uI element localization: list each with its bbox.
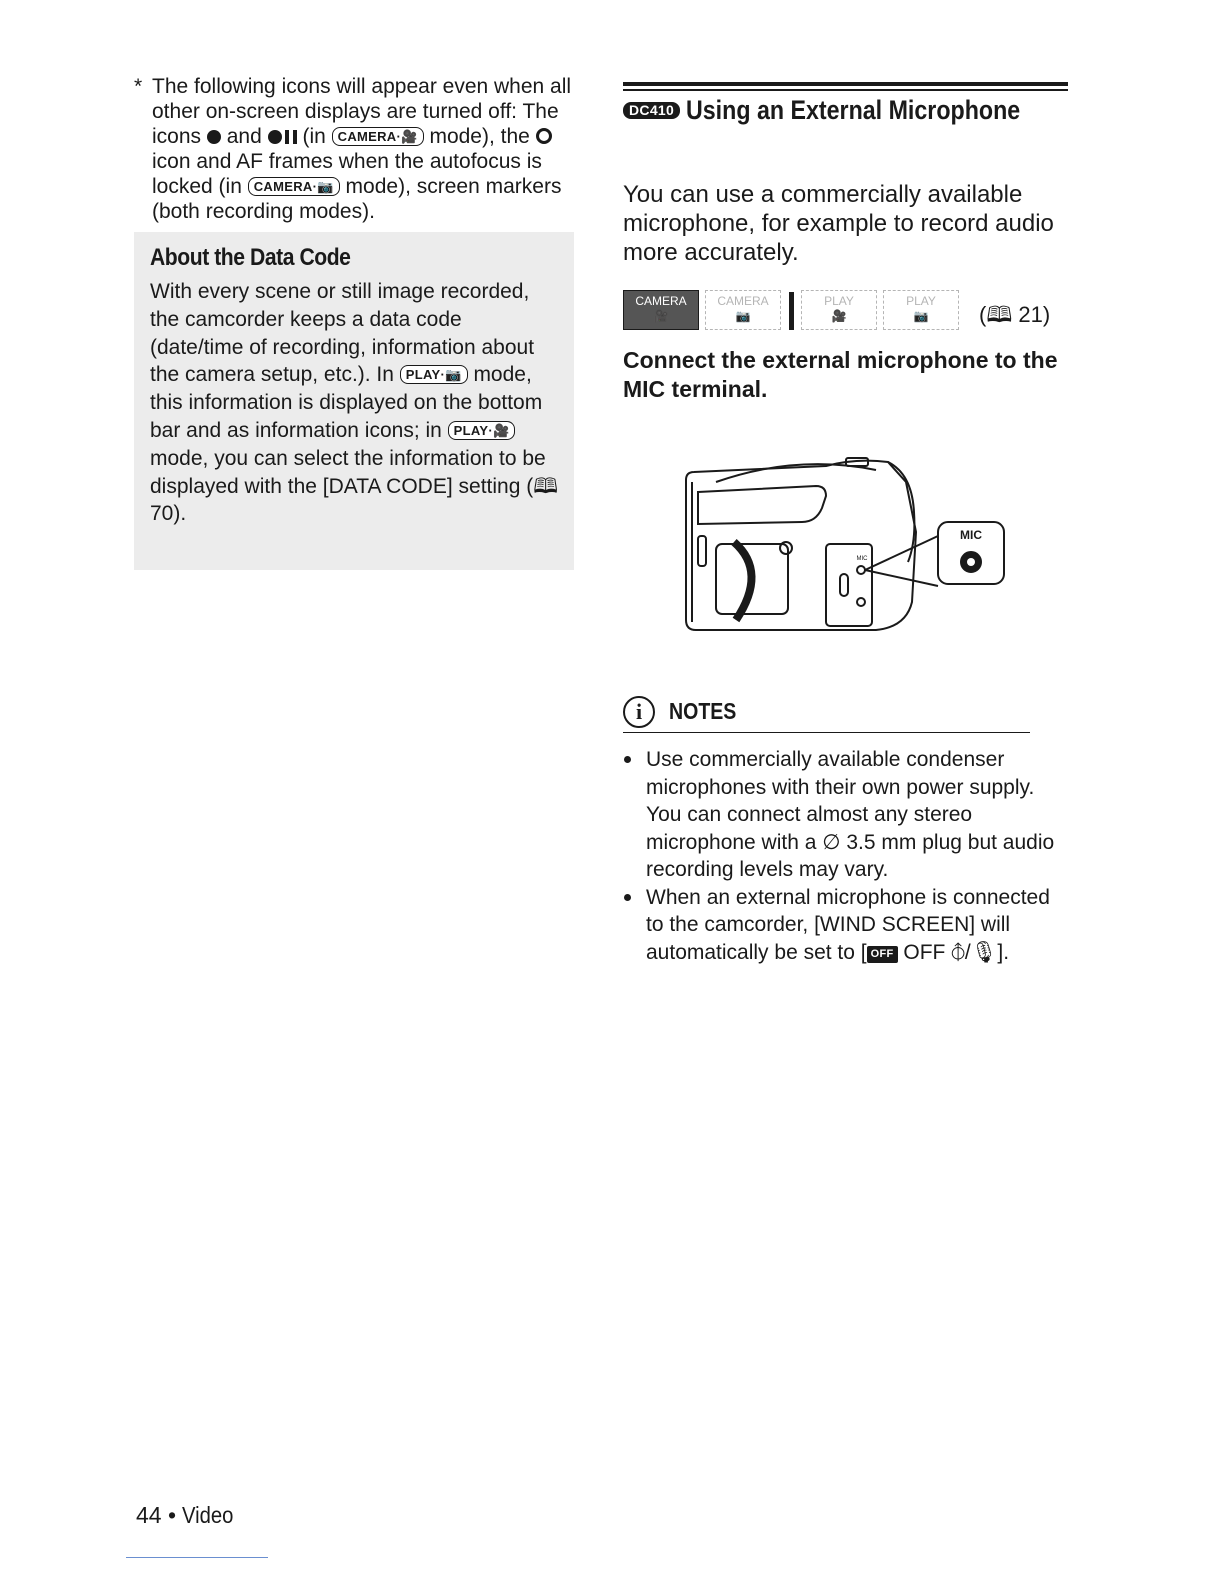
focus-lock-icon (536, 128, 552, 144)
footnote-af-text: icon and AF frames when the autofocus is locked (in (152, 150, 542, 198)
operating-modes-row (623, 290, 1063, 332)
data-code-heading: About the Data Code (150, 244, 351, 271)
play-photo-mode-badge: PLAY·📷 (400, 365, 468, 384)
footnote-in: (in (302, 125, 326, 148)
note-item (623, 746, 1068, 884)
off-icon: OFF (867, 946, 898, 963)
side-strap (734, 542, 752, 620)
section-heading (623, 95, 1075, 126)
data-code-text-1: With every scene or still image recorded, the camcorder keeps a data code (date/time of recording, information about the camera setup, etc.). In (150, 280, 535, 387)
record-dot-icon (268, 130, 282, 144)
mic-jack (857, 566, 865, 574)
mode-play-movie (801, 290, 877, 330)
camera-photo-mode-badge: CAMERA·📷 (248, 177, 340, 196)
footnote-mode-the: mode), the (429, 125, 530, 148)
footer-section: Video (182, 1502, 234, 1528)
left-buttons (698, 536, 706, 566)
page-footer (136, 1502, 241, 1529)
footnote-and: and (226, 125, 262, 148)
footnote-mode-close: mode), screen markers (both recording modes). (152, 175, 562, 223)
data-code-info-box (134, 232, 574, 570)
mode-label: PLAY (906, 294, 936, 308)
instruction-step: Connect the external microphone to the MIC terminal. (623, 347, 1058, 402)
page-reference: (🕮 21) (979, 302, 1051, 327)
footer-bullet: • (167, 1502, 177, 1528)
pause-icon (285, 130, 297, 144)
mode-separator (789, 292, 794, 330)
bullet (624, 894, 631, 901)
movie-icon: 🎥 (831, 309, 847, 323)
mode-camera-photo (705, 290, 781, 330)
av-jack (857, 598, 865, 606)
page-number: 44 (136, 1502, 162, 1528)
data-code-text-3: mode, you can select the information to be displayed with the [DATA CODE] setting (🕮 70). (150, 446, 558, 526)
notes-header (623, 692, 1030, 733)
mic-small-label: MIC (856, 556, 868, 562)
asterisk: * (134, 75, 143, 98)
info-icon: i (623, 696, 655, 728)
note-text: When an external microphone is connected to the camcorder, [WIND SCREEN] will automatically be set to [ (646, 885, 1050, 964)
section-rule (623, 82, 1068, 86)
movie-icon: 🎥 (653, 309, 669, 323)
callout-line-top (865, 536, 938, 570)
callout-line-bottom (865, 570, 938, 586)
speaker-icon (780, 542, 792, 554)
photo-icon: 📷 (913, 309, 929, 323)
section-title: Using an External Microphone (686, 95, 1021, 125)
footer-rule (126, 1557, 268, 1558)
footnote-icons-note (134, 74, 579, 224)
camera-movie-mode-badge: CAMERA·🎥 (332, 127, 424, 146)
play-movie-mode-badge: PLAY·🎥 (448, 421, 516, 440)
mode-play-photo (883, 290, 959, 330)
mic-label: MIC (960, 528, 982, 542)
note-text: Use commercially available condenser microphones with their own power supply. You can connect almost any stereo microphone with a ∅ 3.5 mm plug but audio recording levels may vary. (646, 748, 1055, 881)
note-text-end: OFF ⦽/🎙︎]. (903, 940, 1010, 964)
section-rule-thin (623, 89, 1068, 91)
model-badge: DC410 (623, 102, 680, 119)
mode-label: CAMERA (635, 294, 687, 308)
connector-slot (840, 574, 848, 596)
photo-icon: 📷 (735, 309, 751, 323)
camcorder-illustration (676, 452, 1012, 638)
mode-camera-movie (623, 290, 699, 330)
bullet (624, 756, 631, 763)
mode-label: CAMERA (717, 294, 769, 308)
data-code-text-2: mode, this information is displayed on the bottom bar and as information icons; in (150, 363, 543, 442)
notes-heading: NOTES (669, 698, 737, 724)
data-code-body (150, 278, 560, 528)
section-intro: You can use a commercially available microphone, for example to record audio more accurately. (623, 181, 1054, 266)
record-dot-icon (207, 130, 221, 144)
notes-list (623, 746, 1068, 966)
mode-label: PLAY (824, 294, 854, 308)
note-item (623, 884, 1068, 967)
lcd-panel-outline (698, 486, 826, 524)
footnote-text-1: The following icons will appear even when all other on-screen displays are turned off: The icons (152, 75, 572, 148)
